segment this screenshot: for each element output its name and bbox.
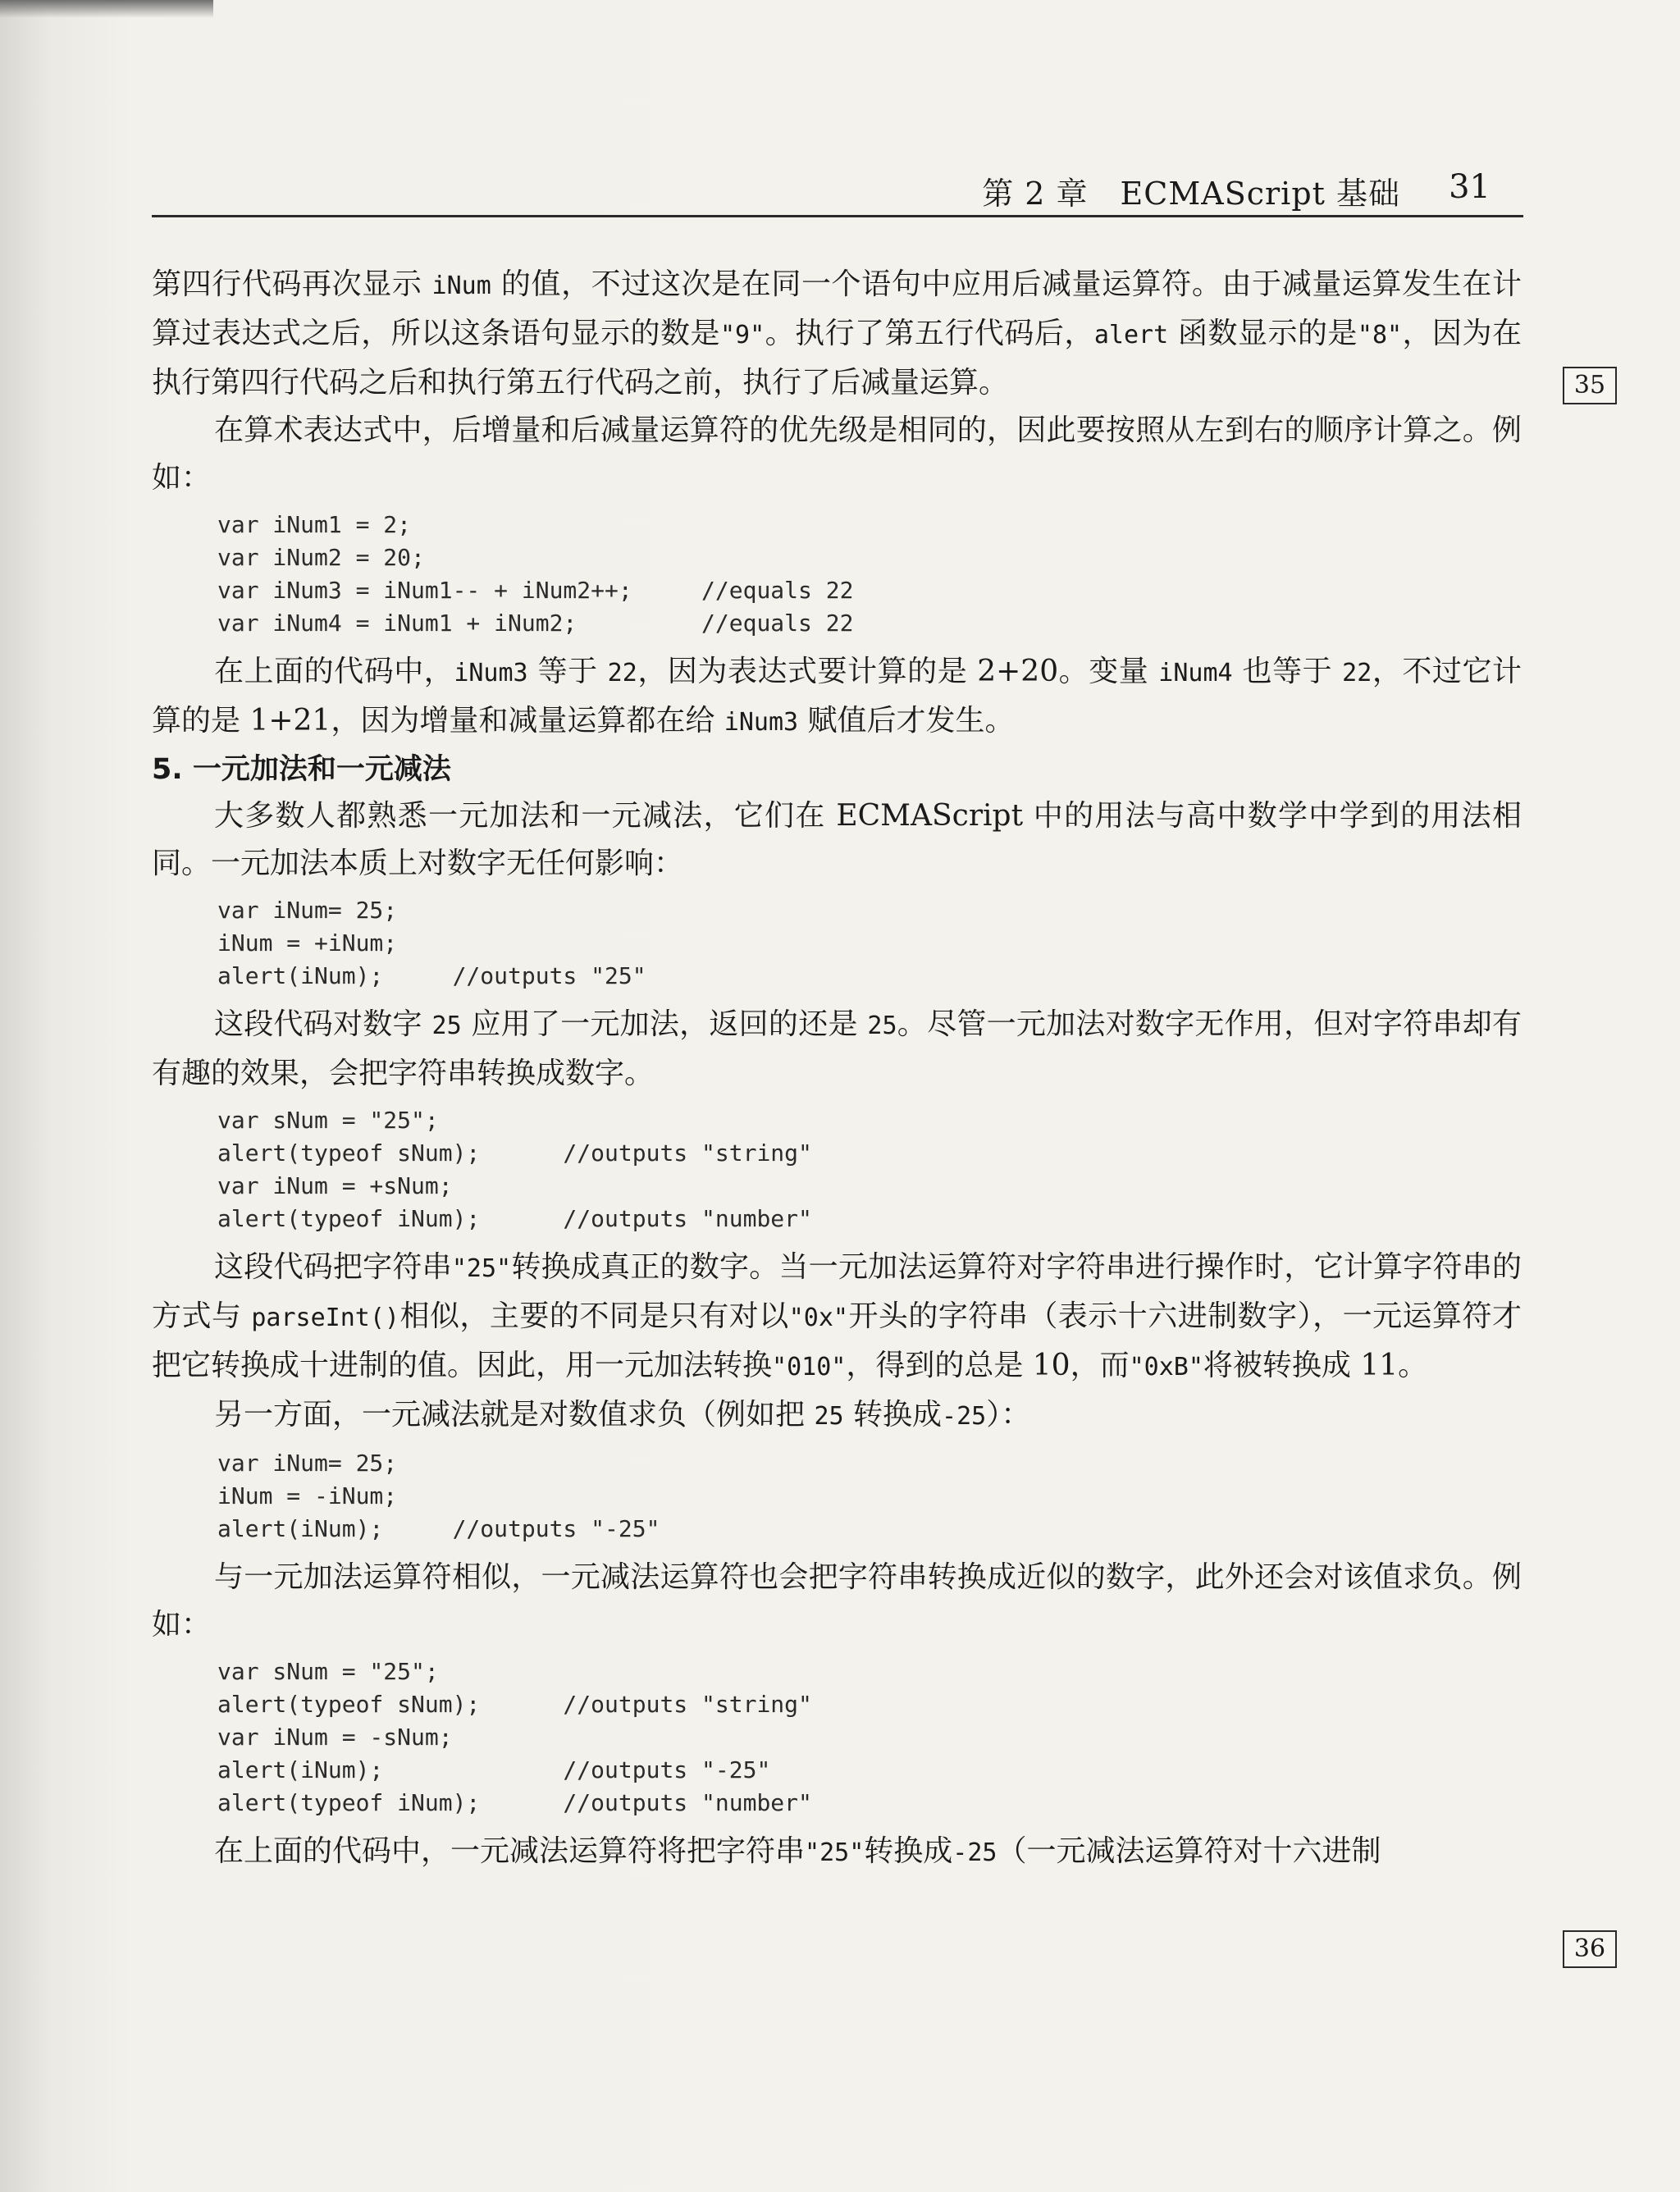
paragraph-8: 与一元加法运算符相似，一元减法运算符也会把字符串转换成近似的数字，此外还会对该值求负。例如： xyxy=(152,1560,1522,1642)
inline-code: iNum3 xyxy=(724,708,799,737)
inline-code: 25 xyxy=(814,1402,844,1431)
inline-code: 25 xyxy=(867,1012,897,1040)
inline-code: -25 xyxy=(952,1838,998,1867)
page-number: 31 xyxy=(1449,168,1491,206)
inline-code: 25 xyxy=(431,1012,462,1040)
inline-code: "0xB" xyxy=(1129,1353,1203,1381)
code-block-1: var iNum1 = 2; var iNum2 = 20; var iNum3 = iNum1-- + iNum2++; //equals 22 var iNum4 = iNum1 + iNum2; //equals 22 xyxy=(217,511,854,637)
paragraph-9: 在上面的代码中，一元减法运算符将把字符串"25"转换成-25（一元减法运算符对十六进制 xyxy=(214,1834,1381,1868)
page-body xyxy=(152,261,1522,1877)
inline-code: alert xyxy=(1093,321,1169,349)
chapter-title: 第 2 章 ECMAScript 基础 xyxy=(982,176,1400,212)
inline-code: "010" xyxy=(772,1353,847,1381)
paragraph-6: 这段代码把字符串"25"转换成真正的数字。当一元加法运算符对字符串进行操作时，它计算字符串的方式与 parseInt()相似，主要的不同是只有对以"0x"开头的字符串（表示十六进制数字），一元运算符才把它转换成十进制的值。因此，用一元加法转换"010"，得到的总是 10，而"0xB"将被转换成 11。 xyxy=(152,1250,1522,1382)
section-heading: 5. 一元加法和一元减法 xyxy=(152,753,451,786)
inline-code: "8" xyxy=(1357,321,1403,349)
inline-code: 22 xyxy=(1342,659,1372,687)
inline-code: "25" xyxy=(805,1838,865,1867)
inline-code: iNum xyxy=(431,272,491,300)
scan-edge-shadow xyxy=(0,0,213,18)
inline-code: "25" xyxy=(451,1254,512,1283)
margin-page-ref-35: 35 xyxy=(1563,367,1617,404)
paragraph-7: 另一方面，一元减法就是对数值求负（例如把 25 转换成-25）： xyxy=(214,1398,1031,1432)
code-block-3: var sNum = "25"; alert(typeof sNum); //outputs "string" var iNum = +sNum; alert(typeof iNum); //outputs "number" xyxy=(217,1107,812,1232)
paragraph-5: 这段代码对数字 25 应用了一元加法，返回的还是 25。尽管一元加法对数字无作用，但对字符串却有有趣的效果，会把字符串转换成数字。 xyxy=(152,1007,1522,1090)
inline-code: "9" xyxy=(719,321,765,349)
inline-code: parseInt() xyxy=(251,1304,399,1332)
code-block-2: var iNum= 25; iNum = +iNum; alert(iNum); //outputs "25" xyxy=(217,897,646,989)
margin-page-ref-36: 36 xyxy=(1563,1930,1617,1968)
paragraph-3: 在上面的代码中，iNum3 等于 22，因为表达式要计算的是 2+20。变量 iNum4 也等于 22，不过它计算的是 1+21，因为增量和减量运算都在给 iNum3 赋值后才发生。 xyxy=(152,655,1522,738)
code-block-4: var iNum= 25; iNum = -iNum; alert(iNum); //outputs "-25" xyxy=(217,1450,660,1542)
paragraph-2: 在算术表达式中，后增量和后减量运算符的优先级是相同的，因此要按照从左到右的顺序计算之。例如： xyxy=(152,413,1522,495)
inline-code: "0x" xyxy=(788,1304,848,1332)
inline-code: -25 xyxy=(942,1402,987,1431)
paragraph-4: 大多数人都熟悉一元加法和一元减法，它们在 ECMAScript 中的用法与高中数学中学到的用法相同。一元加法本质上对数字无任何影响： xyxy=(152,799,1522,880)
header-rule xyxy=(152,215,1523,217)
code-block-5: var sNum = "25"; alert(typeof sNum); //outputs "string" var iNum = -sNum; alert(iNum); //outputs "-25" alert(typeof iNum); //outputs "number" xyxy=(217,1658,812,1816)
inline-code: iNum3 xyxy=(454,659,528,687)
inline-code: 22 xyxy=(607,659,637,687)
running-header xyxy=(152,168,1523,213)
inline-code: iNum4 xyxy=(1158,659,1233,687)
paragraph-1: 第四行代码再次显示 iNum 的值，不过这次是在同一个语句中应用后减量运算符。由于减量运算发生在计算过表达式之后，所以这条语句显示的数是"9"。执行了第五行代码后，alert 函数显示的是"8"，因为在执行第四行代码之后和执行第五行代码之前，执行了后减量运算。 xyxy=(152,267,1522,400)
